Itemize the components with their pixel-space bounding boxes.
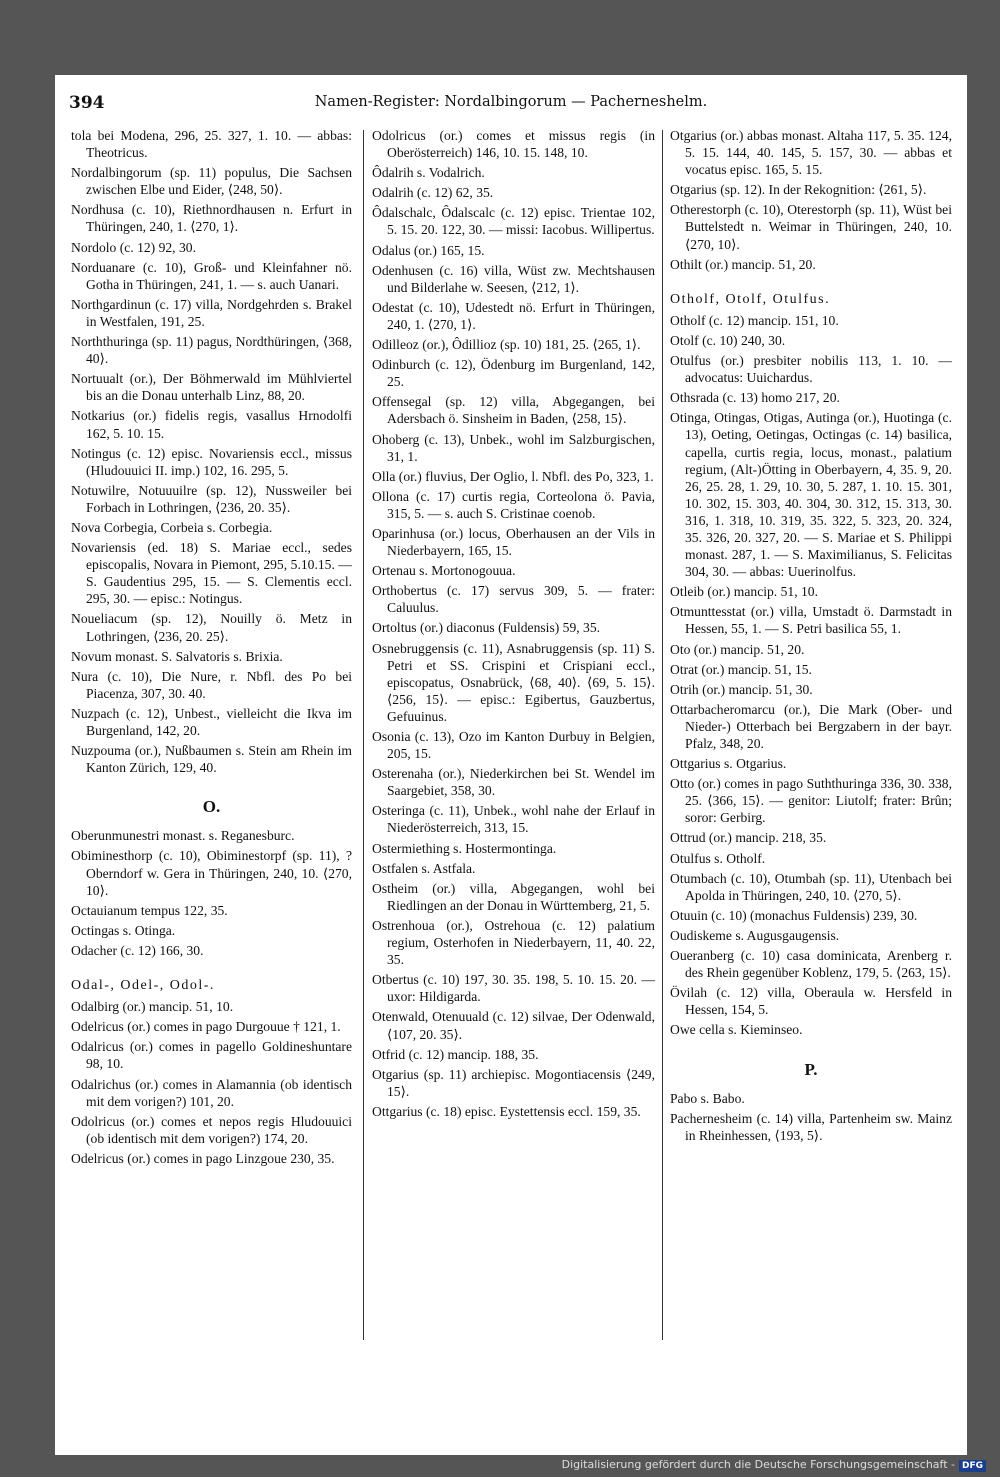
index-entry: Nordolo (c. 12) 92, 30. [71, 239, 196, 255]
dfg-logo: DFG [959, 1460, 986, 1472]
group-heading-otholf: Otholf, Otolf, Otulfus. [670, 291, 831, 307]
index-entry: tola bei Modena, 296, 25. 327, 1. 10. — abbas: Theotricus. [71, 128, 352, 161]
index-entry: Otgarius (or.) abbas monast. Altaha 117, 5. 35. 124, 5. 15. 144, 40. 145, 5. 157, 30. — abbas et vocatus episc. 165, 5. 15. [670, 128, 952, 178]
index-entry: Odolricus (or.) comes et nepos regis Hludouuici (ob identisch mit dem vorigen?) 174, 20. [71, 1113, 352, 1146]
index-entry: Notuwilre, Notuuuilre (sp. 12), Nussweiler bei Forbach in Lothringen, ⟨236, 20. 35⟩. [71, 482, 352, 515]
index-entry: Odelricus (or.) comes in pago Durgouue † 121, 1. [71, 1019, 341, 1035]
index-entry: Otgarius (sp. 11) archiepisc. Mogontiacensis ⟨249, 15⟩. [372, 1066, 655, 1099]
index-entry: Odestat (c. 10), Udestedt nö. Erfurt in Thüringen, 240, 1. ⟨270, 1⟩. [372, 299, 655, 332]
index-entry: Odolricus (or.) comes et missus regis (in Oberösterreich) 146, 10. 15. 148, 10. [372, 128, 655, 161]
index-entry: Oudiskeme s. Augusgaugensis. [670, 927, 840, 943]
index-entry: Övilah (c. 12) villa, Oberaula w. Hersfeld in Hessen, 154, 5. [670, 985, 952, 1018]
index-entry: Ottarbacheromarcu (or.), Die Mark (Ober- und Nieder-) Otterbach bei Bergzabern in der bayr. Pfalz, 348, 20. [670, 701, 952, 751]
index-entry: Otleib (or.) mancip. 51, 10. [670, 584, 818, 600]
index-entry: Norththuringa (sp. 11) pagus, Nordthüringen, ⟨368, 40⟩. [71, 334, 352, 367]
index-entry: Otholf (c. 12) mancip. 151, 10. [670, 312, 839, 328]
index-entry: Otmunttesstat (or.) villa, Umstadt ö. Darmstadt in Hessen, 55, 1. — S. Petri basilica 55, 1. [670, 604, 952, 637]
page-header [55, 93, 967, 117]
index-entry: Osnebruggensis (c. 11), Asnabruggensis (sp. 11) S. Petri et SS. Crispini et Crispiani eccl., episcopatus, Osnabrück, ⟨68, 40⟩. ⟨69, 5. 15⟩. ⟨256, 15⟩. — episc.: Egibertus, Gauzbertus, Gefuuinus. [372, 640, 655, 724]
index-entry: Pachernesheim (c. 14) villa, Partenheim sw. Mainz in Rheinhessen, ⟨193, 5⟩. [670, 1110, 952, 1143]
index-entry: Ostrenhoua (or.), Ostrehoua (c. 12) palatium regium, Osterhofen in Niederbayern, 11, 40. 22, 35. [372, 917, 655, 968]
index-entry: Notingus (c. 12) episc. Novariensis eccl., missus (Hludouuici II. imp.) 102, 16. 295, 5. [71, 445, 352, 478]
index-column-1 [71, 127, 352, 1170]
index-entry: Noueliacum (sp. 12), Nouilly ö. Metz in Lothringen, ⟨236, 20. 25⟩. [71, 611, 352, 644]
index-entry: Otolf (c. 10) 240, 30. [670, 332, 786, 348]
footer-text: Digitalisierung gefördert durch die Deutsche Forschungsgemeinschaft - [561, 1458, 955, 1471]
index-entry: Odalricus (or.) comes in pagello Goldineshuntare 98, 10. [71, 1039, 352, 1072]
index-entry: Othsrada (c. 13) homo 217, 20. [670, 390, 840, 406]
index-entry: Odalrih (c. 12) 62, 35. [372, 185, 494, 201]
index-entry: Northgardinun (c. 17) villa, Nordgehrden s. Brakel in Westfalen, 191, 25. [71, 296, 352, 329]
index-entry: Notkarius (or.) fidelis regis, vasallus Hrnodolfi 162, 5. 10. 15. [71, 408, 352, 441]
index-entry: Ôdalschalc, Ôdalscalc (c. 12) episc. Trientae 102, 5. 15. 20. 122, 30. — missi: Iacobus. Willipertus. [372, 205, 655, 238]
index-entry: Otenwald, Otenuuald (c. 12) silvae, Der Odenwald, ⟨107, 20. 35⟩. [372, 1009, 655, 1042]
index-entry: Otrih (or.) mancip. 51, 30. [670, 681, 813, 697]
index-entry: Orthobertus (c. 17) servus 309, 5. — frater: Caluulus. [372, 583, 655, 616]
index-entry: Odenhusen (c. 16) villa, Wüst zw. Mechtshausen und Bilderlahe w. Seesen, ⟨212, 1⟩. [372, 262, 655, 295]
index-entry: Odilleoz (or.), Ôdillioz (sp. 10) 181, 25. ⟨265, 1⟩. [372, 337, 641, 353]
index-entry: Owe cella s. Kieminseo. [670, 1022, 803, 1038]
index-entry: Osteringa (c. 11), Unbek., wohl nahe der Erlauf in Niederösterreich, 313, 15. [372, 803, 655, 836]
index-entry: Otumbach (c. 10), Otumbah (sp. 11), Utenbach bei Apolda in Thüringen, 240, 10. ⟨270, 5⟩. [670, 870, 952, 903]
index-entry: Olla (or.) fluvius, Der Oglio, l. Nbfl. des Po, 323, 1. [372, 468, 654, 484]
index-entry: Nuzpach (c. 12), Unbest., vielleicht die Ikva im Burgenland, 142, 20. [71, 705, 352, 738]
column-divider [662, 130, 663, 1340]
index-entry: Ottrud (or.) mancip. 218, 35. [670, 830, 827, 846]
index-entry: Odinburch (c. 12), Ödenburg im Burgenland, 142, 25. [372, 357, 655, 390]
index-entry: Nortuualt (or.), Der Böhmerwald im Mühlviertel bis an die Donau unterhalb Linz, 88, 20. [71, 371, 352, 404]
index-entry: Otulfus s. Otholf. [670, 850, 766, 866]
index-entry: Nova Corbegia, Corbeia s. Corbegia. [71, 519, 273, 535]
index-entry: Othilt (or.) mancip. 51, 20. [670, 256, 816, 272]
index-entry: Odelricus (or.) comes in pago Linzgoue 230, 35. [71, 1150, 335, 1166]
index-entry: Ollona (c. 17) curtis regia, Corteolona ö. Pavia, 315, 5. — s. auch S. Cristinae coenob. [372, 488, 655, 521]
index-entry: Novariensis (ed. 18) S. Mariae eccl., sedes episcopalis, Novara in Piemont, 295, 5.10.15. — S. Gaudentius 295, 15. — S. Clementis eccl. 295, 30. — episc.: Notingus. [71, 540, 352, 607]
index-entry: Ostfalen s. Astfala. [372, 860, 476, 876]
index-entry: Otulfus (or.) presbiter nobilis 113, 1. 10. — advocatus: Uuichardus. [670, 353, 952, 386]
page-footer [562, 1458, 986, 1472]
index-entry: Ostheim (or.) villa, Abgegangen, wohl bei Riedlingen an der Donau in Württemberg, 21, 5. [372, 880, 655, 913]
group-heading-odal: Odal-, Odel-, Odol-. [71, 978, 215, 994]
index-entry: Osonia (c. 13), Ozo im Kanton Durbuy in Belgien, 205, 15. [372, 729, 655, 762]
index-entry: Octauianum tempus 122, 35. [71, 902, 228, 918]
index-entry: Otuuin (c. 10) (monachus Fuldensis) 239, 30. [670, 907, 918, 923]
document-page [55, 75, 967, 1455]
index-entry: Norduanare (c. 10), Groß- und Kleinfahner nö. Gotha in Thüringen, 241, 1. — s. auch Uanari. [71, 259, 352, 292]
index-entry: Ottgarius s. Otgarius. [670, 756, 787, 772]
index-entry: Ottgarius (c. 18) episc. Eystettensis eccl. 159, 35. [372, 1103, 641, 1119]
index-entry: Oueranberg (c. 10) casa dominicata, Arenberg r. des Rhein gegenüber Koblenz, 179, 5. ⟨263, 15⟩. [670, 948, 952, 981]
index-entry: Oto (or.) mancip. 51, 20. [670, 641, 805, 657]
index-entry: Ostermiething s. Hostermontinga. [372, 840, 557, 856]
index-entry: Otbertus (c. 10) 197, 30. 35. 198, 5. 10. 15. 20. — uxor: Hildigarda. [372, 972, 655, 1005]
index-entry: Novum monast. S. Salvatoris s. Brixia. [71, 648, 283, 664]
page-number: 394 [69, 93, 105, 113]
index-entry: Osterenaha (or.), Niederkirchen bei St. Wendel im Saargebiet, 358, 30. [372, 766, 655, 799]
index-entry: Odacher (c. 12) 166, 30. [71, 942, 204, 958]
index-entry: Nuzpouma (or.), Nußbaumen s. Stein am Rhein im Kanton Zürich, 129, 40. [71, 743, 352, 776]
index-entry: Otgarius (sp. 12). In der Rekognition: ⟨261, 5⟩. [670, 182, 927, 198]
index-entry: Ortoltus (or.) diaconus (Fuldensis) 59, 35. [372, 620, 601, 636]
index-entry: Oberunmunestri monast. s. Reganesburc. [71, 828, 295, 844]
index-entry: Otrat (or.) mancip. 51, 15. [670, 661, 812, 677]
section-letter-p: P. [804, 1059, 818, 1079]
index-entry: Nordalbingorum (sp. 11) populus, Die Sachsen zwischen Elbe und Eider, ⟨248, 50⟩. [71, 165, 352, 198]
index-entry: Obiminesthorp (c. 10), Obiminestorpf (sp. 11), ? Oberndorf w. Gera in Thüringen, 240, 10. ⟨270, 10⟩. [71, 848, 352, 898]
index-entry: Offensegal (sp. 12) villa, Abgegangen, bei Adersbach ö. Sinsheim in Baden, ⟨258, 15⟩. [372, 394, 655, 427]
index-entry: Otto (or.) comes in pago Suththuringa 336, 30. 338, 25. ⟨366, 15⟩. — genitor: Liutolf; frater: Brûn; soror: Gerbirg. [670, 776, 952, 826]
index-column-3 [670, 127, 952, 1147]
index-entry: Octingas s. Otinga. [71, 922, 176, 938]
index-entry: Otherestorph (c. 10), Oterestorph (sp. 11), Wüst bei Buttelstedt n. Weimar in Thüringen, 240, 10. ⟨270, 10⟩. [670, 202, 952, 252]
index-column-2 [372, 127, 655, 1123]
section-letter-o: O. [202, 797, 221, 817]
index-entry: Odalrichus (or.) comes in Alamannia (ob identisch mit dem vorigen?) 101, 20. [71, 1076, 352, 1109]
index-entry: Oparinhusa (or.) locus, Oberhausen an der Vils in Niederbayern, 165, 15. [372, 525, 655, 559]
index-entry: Nura (c. 10), Die Nure, r. Nbfl. des Po bei Piacenza, 307, 30. 40. [71, 668, 352, 701]
index-entry: Odalbirg (or.) mancip. 51, 10. [71, 999, 234, 1015]
index-entry: Ortenau s. Mortonogouua. [372, 563, 516, 579]
column-divider [363, 130, 364, 1340]
index-entry: Nordhusa (c. 10), Riethnordhausen n. Erfurt in Thüringen, 240, 1. ⟨270, 1⟩. [71, 202, 352, 235]
index-entry: Otfrid (c. 12) mancip. 188, 35. [372, 1046, 539, 1062]
index-entry: Odalus (or.) 165, 15. [372, 242, 485, 258]
index-entry: Pabo s. Babo. [670, 1090, 745, 1106]
index-entry: Otinga, Otingas, Otigas, Autinga (or.), Huotinga (c. 13), Oeting, Oetingas, Octingas (c. 14) basilica, capella, curtis regia, locus, monast., palatium regium, (Alt-)Ötting in Oberbayern, 4, 35. 9, 20. 26, 25. 28, 1. 29, 10. 30, 5. 287, 1. 10. 15. 301, 10. 302, 15. 303, 40. 304, 30. 312, 15. 313, 30. 316, 1. 318, 10. 319, 35. 322, 5. 323, 20. 324, 35. 326, 20. 327, 20. — S. Mariae et S. Philippi monast. 287, 1. — S. Maximilianus, S. Felicitas 304, 30. — abbas: Uuerinolfus. [670, 410, 952, 580]
running-title: Namen-Register: Nordalbingorum — Pacherneshelm. [314, 94, 708, 110]
index-entry: Ohoberg (c. 13), Unbek., wohl im Salzburgischen, 31, 1. [372, 431, 655, 464]
index-entry: Ôdalrih s. Vodalrich. [372, 165, 485, 181]
